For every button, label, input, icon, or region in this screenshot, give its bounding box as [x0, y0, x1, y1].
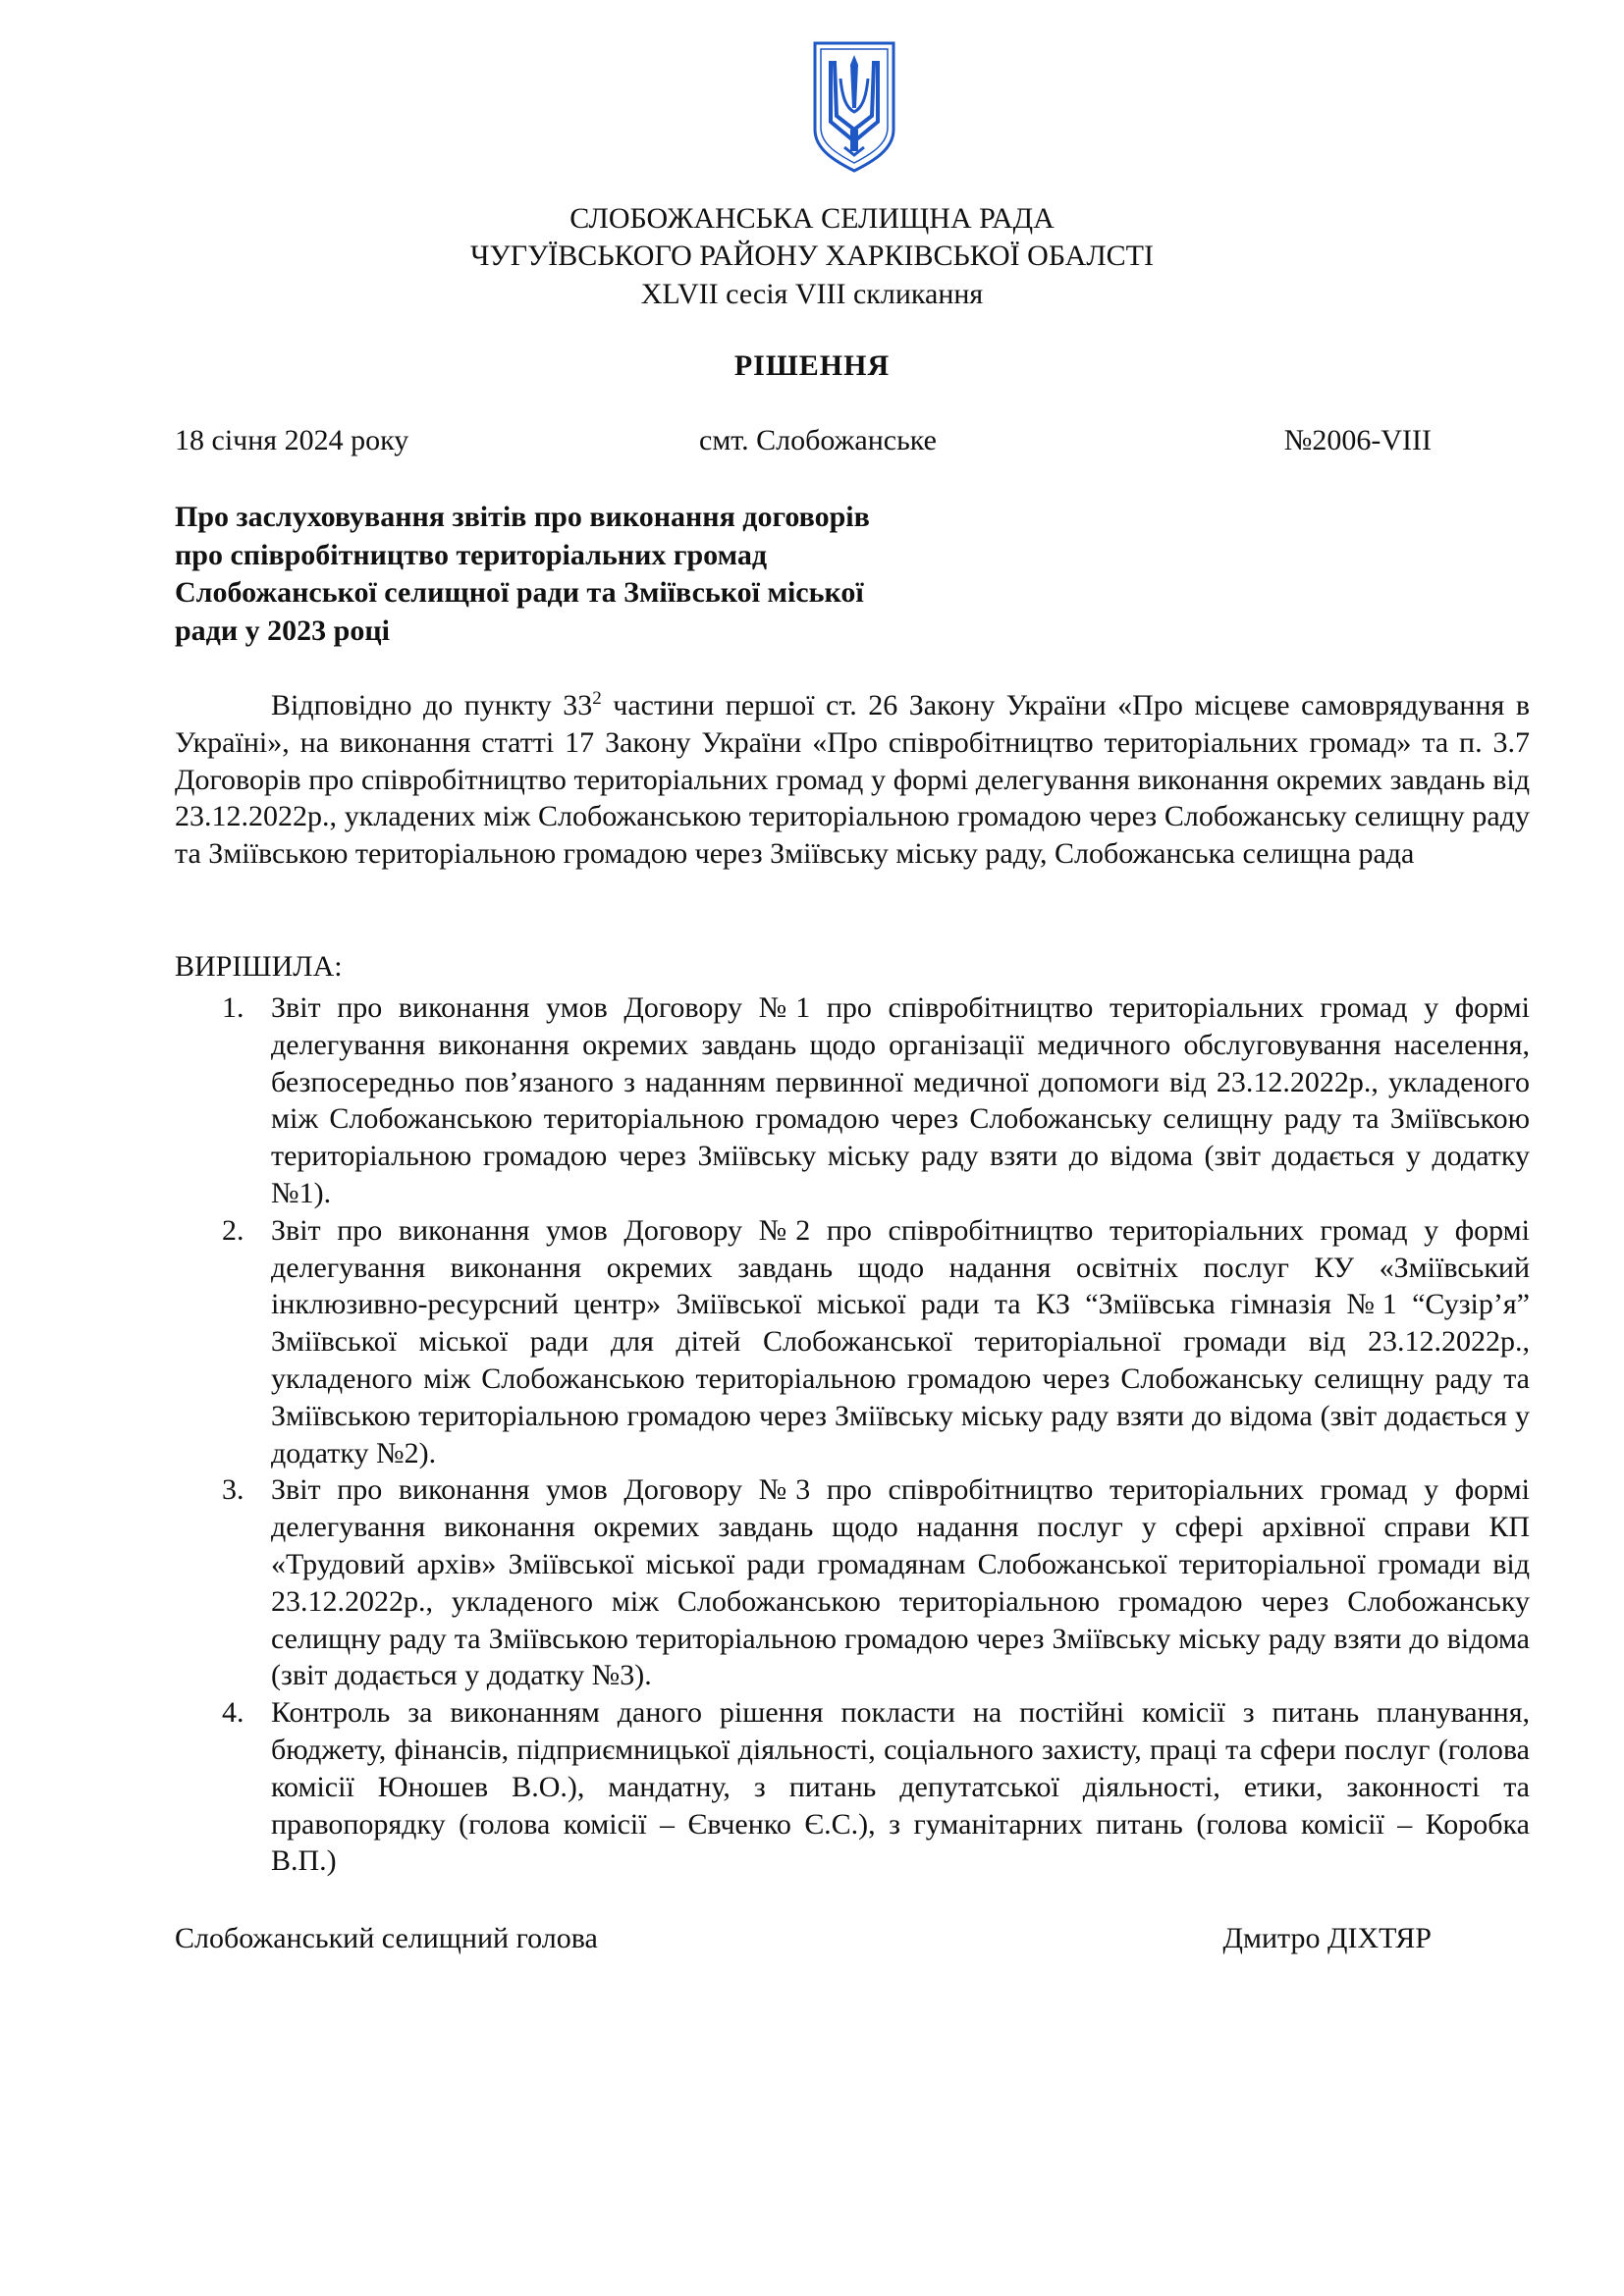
council-name: СЛОБОЖАНСЬКА СЕЛИЩНА РАДА	[569, 202, 1055, 235]
decision-item-text: Звіт про виконання умов Договору №2 про співробітництво територіальних громад у формі делегування виконання окремих завдань щодо надання освітніх послуг КУ «Зміївський інклюзивно-ресурсний центр» Зміївської міської ради та КЗ “Зміївська гімназія №1 “Сузір’я” Зміївської міської ради для дітей Слобожанської територіальної громади від 23.12.2022р., укладеного між Слобожанською територіальною громадою через Слобожанську селищну раду та Зміївською територіальною громадою через Зміївську міську раду взяти до відома (звіт додається у додатку №2).	[271, 1213, 1530, 1469]
preamble-text-rest: частини першої ст. 26 Закону України «Про місцеве самоврядування в Україні», на виконання статті 17 Закону України «Про співробітництво територіальних громад» та п. 3.7 Договорів про співробітництво територіальних громад у формі делегування виконання окремих завдань від 23.12.2022р., укладених між Слобожанською територіальною громадою через Слобожанську селищну раду та Зміївською територіальною громадою через Зміївську міську раду, Слобожанська селищна рада	[175, 689, 1531, 871]
decided-label: ВИРІШИЛА:	[175, 950, 343, 983]
district-name: ЧУГУЇВСЬКОГО РАЙОНУ ХАРКІВСЬКОЇ ОБАЛСТІ	[469, 240, 1154, 272]
signatory-name: Дмитро ДІХТЯР	[1222, 1922, 1432, 1954]
signatory-position: Слобожанський селищний голова	[175, 1922, 598, 1954]
trident-coat-of-arms-icon	[811, 39, 897, 175]
decision-date: 18 січня 2024 року	[175, 424, 409, 456]
decision-item	[175, 1471, 1530, 1694]
decision-item-text: Звіт про виконання умов Договору №3 про співробітництво територіальних громад у формі делегування виконання окремих завдань щодо надання послуг у сфері архівної справи КП «Трудовий архів» Зміївської міської ради громадянам Слобожанської територіальної громади від 23.12.2022р., укладеного між Слобожанською територіальною громадою через Слобожанську селищну раду та Зміївською територіальною громадою через Зміївську міську раду взяти до відома (звіт додається у додатку №3).	[271, 1473, 1530, 1692]
signature-block	[175, 1922, 1432, 1961]
decision-item-number: 2.	[222, 1213, 244, 1247]
preamble-text-start: Відповідно до пункту 33	[271, 689, 593, 721]
decision-item	[175, 1694, 1530, 1880]
decisions-list	[175, 989, 1530, 1880]
preamble-superscript: 2	[592, 688, 602, 709]
decision-item	[175, 989, 1530, 1212]
decision-item-number: 1.	[222, 991, 244, 1024]
decision-item-number: 4.	[222, 1696, 244, 1730]
decision-item-text: Звіт про виконання умов Договору №1 про співробітництво територіальних громад у формі делегування виконання окремих завдань щодо організації медичного обслуговування населення, безпосередньо пов’язаного з наданням первинної медичної допомоги від 23.12.2022р., укладеного між Слобожанською територіальною громадою через Слобожанську селищну раду та Зміївською територіальною громадою через Зміївську міську раду взяти до відома (звіт додається у додатку №1).	[271, 991, 1530, 1209]
session-info: XLVII сесія VIII скликання	[640, 278, 984, 310]
decision-number: №2006-VIII	[1283, 424, 1432, 456]
decision-item	[175, 1212, 1530, 1472]
decision-item-number: 3.	[222, 1473, 244, 1507]
decision-subject: Про заслуховування звітів про виконання договорів про співробітництво територіальних громад Слобожанської селищної ради та Зміївської міської ради у 2023 році	[175, 501, 870, 647]
decision-meta	[175, 424, 1432, 463]
decision-item-text: Контроль за виконанням даного рішення покласти на постійні комісії з питань планування, бюджету, фінансів, підприємницької діяльності, соціального захисту, праці та сфери послуг (голова комісії Юношев В.О.), мандатну, з питань депутатської діяльності, етики, законності та правопорядку (голова комісії – Євченко Є.С.), з гуманітарних питань (голова комісії – Коробка В.П.)	[271, 1696, 1530, 1878]
decision-place: смт. Слобожанське	[699, 424, 937, 456]
preamble-paragraph	[175, 687, 1530, 873]
document-title: РІШЕННЯ	[733, 349, 891, 382]
